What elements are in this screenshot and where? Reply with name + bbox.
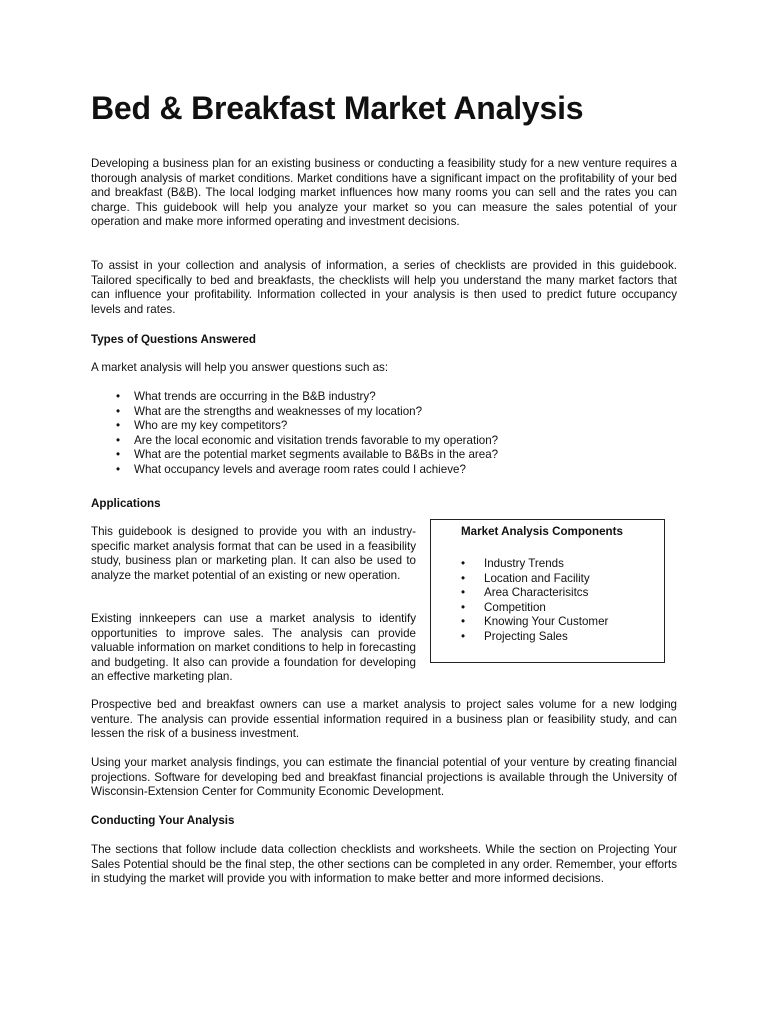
questions-list bbox=[91, 390, 677, 478]
bullet-icon: • bbox=[116, 462, 121, 476]
question-text: What trends are occurring in the B&B industry? bbox=[134, 390, 376, 403]
question-text: What are the potential market segments available to B&Bs in the area? bbox=[134, 448, 499, 462]
list-item bbox=[91, 405, 677, 420]
questions-lead: A market analysis will help you answer questions such as: bbox=[91, 361, 389, 374]
bullet-icon: • bbox=[461, 586, 466, 600]
list-item bbox=[91, 434, 677, 449]
market-analysis-components-box bbox=[430, 519, 665, 663]
component-text: Area Characterisitcs bbox=[484, 586, 589, 600]
list-item bbox=[91, 419, 677, 434]
conducting-text: The sections that follow include data collection checklists and worksheets. While the section on Projecting Your Sales Potential should be the final step, the other sections can be completed in any order. Remember, your efforts in studying the market will provide you with information to make better and more informed decisions. bbox=[91, 843, 677, 886]
question-text: What occupancy levels and average room rates could I achieve? bbox=[134, 462, 466, 476]
question-text: What are the strengths and weaknesses of my location? bbox=[134, 404, 423, 418]
component-text: Location and Facility bbox=[484, 571, 590, 585]
list-item bbox=[91, 390, 677, 405]
applications-col-paragraph-2 bbox=[91, 612, 416, 685]
component-text: Knowing Your Customer bbox=[484, 615, 609, 629]
questions-heading-block bbox=[91, 333, 677, 348]
applications-text-2: Using your market analysis findings, you can estimate the financial potential of your venture by creating financial projections. Software for developing bed and breakfast financial projections is available through the University of Wisconsin-Extension Center for Community Economic Development. bbox=[91, 756, 677, 799]
list-item bbox=[461, 557, 608, 572]
bullet-icon: • bbox=[116, 404, 121, 418]
bullet-icon: • bbox=[461, 629, 466, 643]
applications-col-text-1: This guidebook is designed to provide you with an industry-specific market analysis format that can be used in a feasibility study, business plan or marketing plan. It can also be used to analyze the market potential of an existing or new operation. bbox=[91, 525, 416, 582]
list-item bbox=[461, 630, 608, 645]
conducting-heading-block bbox=[91, 814, 677, 829]
list-item bbox=[461, 586, 608, 601]
conducting-paragraph bbox=[91, 843, 677, 887]
intro-paragraph-2 bbox=[91, 259, 677, 317]
applications-col-text-2: Existing innkeepers can use a market analysis to identify opportunities to improve sales. The analysis can provide valuable information on market conditions to help in forecasting and budgeting. It also can provide a foundation for developing an effective marketing plan. bbox=[91, 612, 416, 684]
component-text: Projecting Sales bbox=[484, 629, 568, 643]
list-item bbox=[461, 601, 608, 616]
questions-heading: Types of Questions Answered bbox=[91, 333, 256, 346]
applications-col-paragraph-1 bbox=[91, 525, 416, 583]
applications-heading-block bbox=[91, 497, 677, 512]
bullet-icon: • bbox=[116, 448, 121, 462]
bullet-icon: • bbox=[461, 615, 466, 629]
applications-text-1: Prospective bed and breakfast owners can use a market analysis to project sales volume for a new lodging venture. The analysis can provide essential information required in a business plan or feasibility study, and can lessen the risk of a business investment. bbox=[91, 698, 677, 741]
applications-paragraph-2 bbox=[91, 756, 677, 800]
applications-paragraph-1 bbox=[91, 698, 677, 742]
page-title: Bed & Breakfast Market Analysis bbox=[91, 90, 584, 126]
questions-list-block bbox=[91, 390, 677, 478]
box-title: Market Analysis Components bbox=[461, 525, 623, 538]
bullet-icon: • bbox=[461, 600, 466, 614]
components-list bbox=[461, 557, 608, 645]
component-text: Competition bbox=[484, 600, 546, 614]
list-item bbox=[91, 463, 677, 478]
questions-lead-block bbox=[91, 361, 677, 376]
question-text: Are the local economic and visitation trends favorable to my operation? bbox=[134, 433, 499, 447]
list-item bbox=[461, 572, 608, 587]
component-text: Industry Trends bbox=[484, 557, 564, 570]
bullet-icon: • bbox=[461, 571, 466, 585]
bullet-icon: • bbox=[461, 557, 466, 570]
intro-paragraph-1 bbox=[91, 157, 677, 230]
applications-heading: Applications bbox=[91, 497, 161, 510]
list-item bbox=[91, 448, 677, 463]
list-item bbox=[461, 615, 608, 630]
question-text: Who are my key competitors? bbox=[134, 419, 288, 433]
bullet-icon: • bbox=[116, 433, 121, 447]
intro-text-1: Developing a business plan for an existing business or conducting a feasibility study for a new venture requires a thorough analysis of market conditions. Market conditions have a significant impact on the profitability of your bed and breakfast (B&B). The local lodging market influences how many rooms you can sell and the rates you can charge. This guidebook will help you analyze your market so you can measure the sales potential of your operation and make more informed operating and investment decisions. bbox=[91, 157, 677, 229]
bullet-icon: • bbox=[116, 419, 121, 433]
intro-text-2: To assist in your collection and analysis of information, a series of checklists are provided in this guidebook. Tailored specifically to bed and breakfasts, the checklists will help you understand the many market factors that can influence your profitability. Information collected in your analysis is then used to predict future occupancy levels and rates. bbox=[91, 259, 677, 316]
conducting-heading: Conducting Your Analysis bbox=[91, 814, 235, 827]
bullet-icon: • bbox=[116, 390, 121, 403]
